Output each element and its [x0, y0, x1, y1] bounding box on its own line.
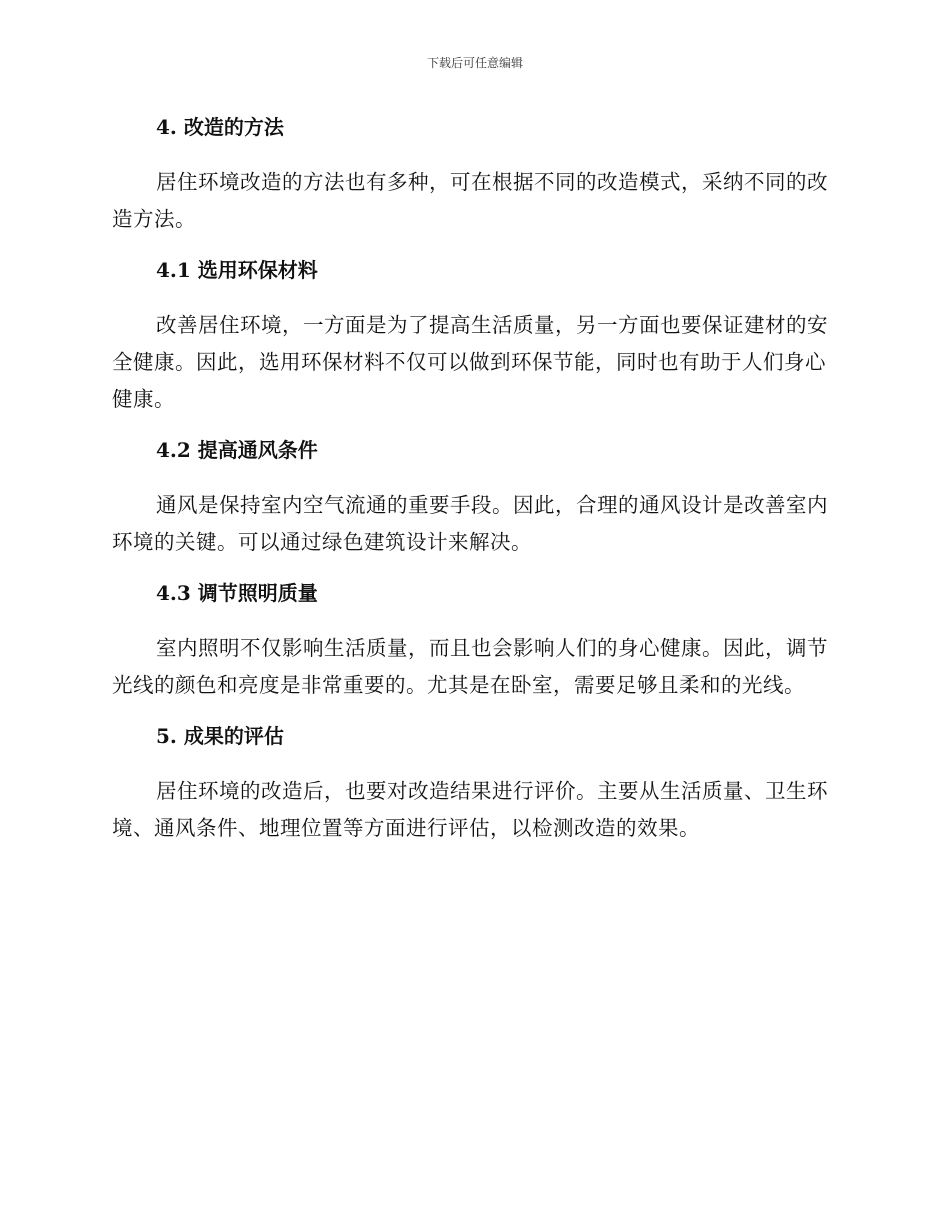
section-heading-4: 4. 改造的方法 — [156, 115, 284, 139]
page-header: 下载后可任意编辑 — [426, 56, 523, 70]
section-heading-4-2: 4.2 提高通风条件 — [156, 438, 318, 462]
section-paragraph-4-1: 改善居住环境，一方面是为了提高生活质量，另一方面也要保证建材的安全健康。因此，选用环保材料不仅可以做到环保节能，同时也有助于人们身心健康。 — [112, 313, 828, 411]
section-paragraph-4: 居住环境改造的方法也有多种，可在根据不同的改造模式，采纳不同的改造方法。 — [112, 170, 828, 231]
section-paragraph-4-2: 通风是保持室内空气流通的重要手段。因此，合理的通风设计是改善室内环境的关键。可以通过绿色建筑设计来解决。 — [112, 493, 828, 554]
section-heading-4-3: 4.3 调节照明质量 — [156, 581, 318, 605]
section-heading-5: 5. 成果的评估 — [156, 724, 284, 748]
section-paragraph-4-3: 室内照明不仅影响生活质量，而且也会影响人们的身心健康。因此，调节光线的颜色和亮度是非常重要的。尤其是在卧室，需要足够且柔和的光线。 — [112, 636, 828, 697]
document-body — [112, 110, 832, 847]
section-paragraph-5: 居住环境的改造后，也要对改造结果进行评价。主要从生活质量、卫生环境、通风条件、地理位置等方面进行评估，以检测改造的效果。 — [112, 779, 828, 840]
section-heading-4-1: 4.1 选用环保材料 — [156, 258, 318, 282]
